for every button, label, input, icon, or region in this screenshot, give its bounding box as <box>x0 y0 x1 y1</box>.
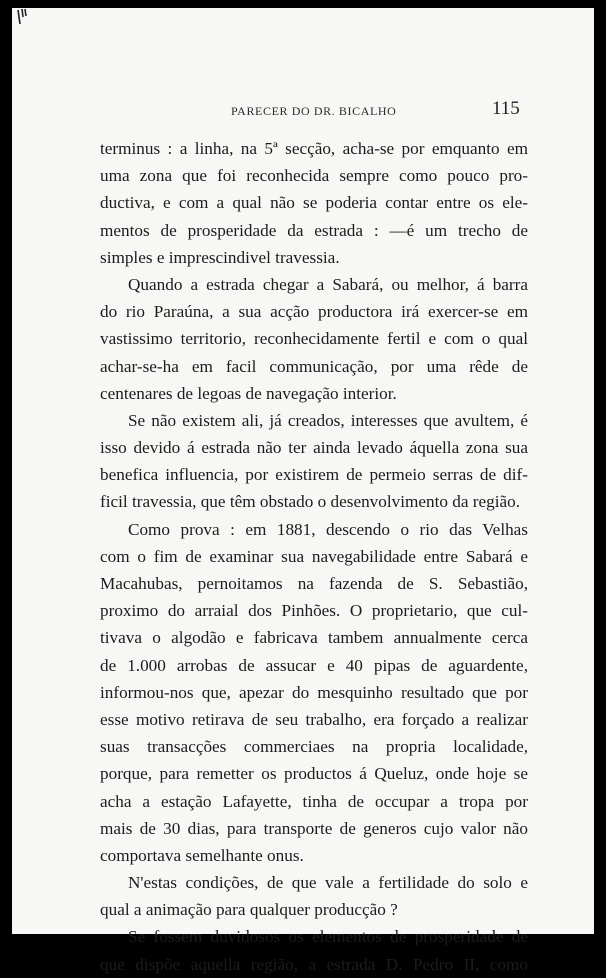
text-line: tivava o algodão e fabricava tambem annualmente cerca <box>100 628 528 648</box>
text-line: porque, para remetter os productos á Queluz, onde hoje se <box>100 764 528 784</box>
text-line: centenares de legoas de navegação interior. <box>100 383 397 403</box>
text-line: ficil travessia, que têm obstado o desenvolvimento da região. <box>100 492 521 512</box>
text-line: Se não existem ali, já creados, interesses que avultem, é <box>128 410 528 430</box>
running-head: PARECER DO DR. BICALHO <box>231 104 397 118</box>
text-line: comportava semelhante onus. <box>100 845 304 865</box>
ink-mark-icon <box>16 8 30 26</box>
text-line: benefica influencia, por existirem de permeio serras de dif- <box>100 465 528 485</box>
text-line: Se fossem duvidosos os elementos de prosperidade de <box>128 927 528 947</box>
book-page <box>12 8 594 974</box>
text-line: terminus : a linha, na 5ª secção, acha-se por emquanto em <box>100 139 528 158</box>
text-line: vastissimo territorio, reconhecidamente fertil e com o qual <box>100 329 528 349</box>
text-line: do rio Paraúna, a sua acção productora irá exercer-se em <box>100 302 528 322</box>
text-line: esse motivo retirava de seu trabalho, era forçado a realizar <box>100 709 528 729</box>
text-line: N'estas condições, de que vale a fertilidade do solo e <box>128 873 528 893</box>
text-line: isso devido á estrada não ter ainda levado áquella zona sua <box>100 438 528 458</box>
body-text <box>100 135 528 978</box>
text-line: mais de 30 dias, para transporte de generos cujo valor não <box>100 818 528 838</box>
text-line: mentos de prosperidade da estrada : —é um trecho de <box>100 220 528 240</box>
page-number: 115 <box>492 98 520 119</box>
text-line: proximo do arraial dos Pinhões. O proprietario, que cul- <box>100 601 528 621</box>
text-line: achar-se-ha em facil communicação, por uma rêde de <box>100 356 528 376</box>
text-line: Macahubas, pernoitamos na fazenda de S. Sebastião, <box>100 574 528 593</box>
text-line: Como prova : em 1881, descendo o rio das Velhas <box>128 519 528 539</box>
text-line: suas transacções commerciaes na propria localidade, <box>100 737 528 757</box>
text-line: com o fim de examinar sua navegabilidade entre Sabará e <box>100 546 528 566</box>
text-line: que dispõe aquella região, a estrada D. Pedro II, como <box>100 954 528 974</box>
text-line: uma zona que foi reconhecida sempre como pouco pro- <box>100 166 528 186</box>
text-line: qual a animação para qualquer producção ? <box>100 900 398 920</box>
text-line: informou-nos que, apezar do mesquinho resultado que por <box>100 682 528 702</box>
text-line: ductiva, e com a qual não se poderia contar entre os ele- <box>100 193 528 213</box>
text-line: acha a estação Lafayette, tinha de occupar a tropa por <box>100 791 528 811</box>
text-line: simples e imprescindivel travessia. <box>100 247 340 267</box>
text-line: de 1.000 arrobas de assucar e 40 pipas de aguardente, <box>100 655 528 675</box>
text-line: Quando a estrada chegar a Sabará, ou melhor, á barra <box>128 274 528 294</box>
